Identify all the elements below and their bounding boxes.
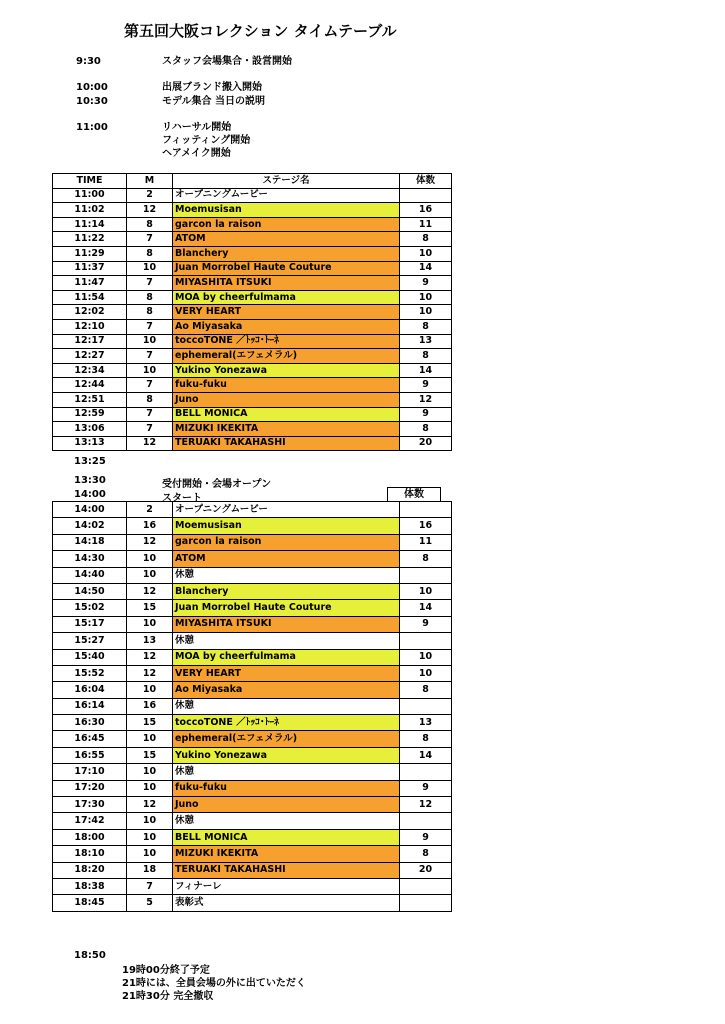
table-row xyxy=(53,305,452,320)
cell-count: 14 xyxy=(400,261,452,276)
cell-time: 16:30 xyxy=(53,715,127,731)
cell-time: 12:10 xyxy=(53,319,127,334)
cell-time: 17:30 xyxy=(53,797,127,813)
cell-count: 9 xyxy=(400,407,452,422)
cell-m: 15 xyxy=(127,747,173,763)
table-row xyxy=(53,583,452,599)
table-row xyxy=(53,846,452,862)
cell-time: 12:02 xyxy=(53,305,127,320)
cell-stage: オープニングムービー xyxy=(173,188,400,203)
cell-count: 14 xyxy=(400,747,452,763)
cell-m: 10 xyxy=(127,829,173,845)
cell-m: 8 xyxy=(127,305,173,320)
cell-count: 12 xyxy=(400,392,452,407)
cell-m: 8 xyxy=(127,290,173,305)
cell-stage: オープニングムービー xyxy=(173,502,400,518)
cell-time: 18:00 xyxy=(53,829,127,845)
table-row xyxy=(53,731,452,747)
cell-stage: 休憩 xyxy=(173,567,400,583)
table-row xyxy=(53,334,452,349)
cell-stage: garcon la raison xyxy=(173,534,400,550)
cell-count xyxy=(400,633,452,649)
cell-count: 16 xyxy=(400,203,452,218)
cell-time: 18:20 xyxy=(53,862,127,878)
header-count: 体数 xyxy=(400,174,452,189)
show-count-header: 体数 xyxy=(387,487,441,502)
cell-count: 10 xyxy=(400,583,452,599)
cell-count: 9 xyxy=(400,276,452,291)
table-row xyxy=(53,895,452,911)
cell-time: 13:06 xyxy=(53,422,127,437)
cell-stage: MIZUKI IKEKITA xyxy=(173,422,400,437)
cell-time: 14:50 xyxy=(53,583,127,599)
page-title: 第五回大阪コレクション タイムテーブル xyxy=(124,22,397,40)
cell-count: 8 xyxy=(400,731,452,747)
cell-time: 15:40 xyxy=(53,649,127,665)
time-1325: 13:25 xyxy=(74,456,106,467)
cell-m: 5 xyxy=(127,895,173,911)
rehearsal-timetable xyxy=(52,173,452,451)
cell-stage: MIZUKI IKEKITA xyxy=(173,846,400,862)
cell-count: 9 xyxy=(400,780,452,796)
table-row xyxy=(53,567,452,583)
cell-time: 15:02 xyxy=(53,600,127,616)
cell-stage: MIYASHITA ITSUKI xyxy=(173,276,400,291)
cell-stage: Blanchery xyxy=(173,246,400,261)
cell-time: 12:27 xyxy=(53,349,127,364)
cell-count: 13 xyxy=(400,334,452,349)
cell-count: 10 xyxy=(400,665,452,681)
cell-m: 7 xyxy=(127,232,173,247)
schedule-text: スタッフ会場集合・設営開始 xyxy=(162,56,292,67)
cell-count: 8 xyxy=(400,422,452,437)
cell-time: 18:10 xyxy=(53,846,127,862)
cell-m: 8 xyxy=(127,246,173,261)
cell-m: 13 xyxy=(127,633,173,649)
table-row xyxy=(53,290,452,305)
table-row xyxy=(53,764,452,780)
cell-count: 11 xyxy=(400,534,452,550)
cell-stage: TERUAKI TAKAHASHI xyxy=(173,862,400,878)
cell-time: 17:20 xyxy=(53,780,127,796)
start-text: スタート xyxy=(162,493,202,504)
cell-stage: ephemeral(エフェメラル) xyxy=(173,349,400,364)
cell-m: 7 xyxy=(127,422,173,437)
cell-stage: TERUAKI TAKAHASHI xyxy=(173,436,400,451)
cell-stage: Ao Miyasaka xyxy=(173,682,400,698)
cell-m: 2 xyxy=(127,502,173,518)
table-row xyxy=(53,829,452,845)
schedule-text: ヘアメイク開始 xyxy=(162,148,231,159)
schedule-time: 9:30 xyxy=(76,56,101,67)
table-row xyxy=(53,534,452,550)
cell-count: 10 xyxy=(400,290,452,305)
cell-stage: Juan Morrobel Haute Couture xyxy=(173,261,400,276)
cell-stage: BELL MONICA xyxy=(173,407,400,422)
cell-time: 11:22 xyxy=(53,232,127,247)
cell-m: 8 xyxy=(127,217,173,232)
cell-count xyxy=(400,895,452,911)
schedule-time: 11:00 xyxy=(76,122,108,133)
cell-time: 12:44 xyxy=(53,378,127,393)
show-timetable xyxy=(52,501,452,912)
table-row xyxy=(53,616,452,632)
cell-m: 10 xyxy=(127,567,173,583)
cell-stage: Moemusisan xyxy=(173,203,400,218)
cell-stage: MIYASHITA ITSUKI xyxy=(173,616,400,632)
cell-m: 10 xyxy=(127,363,173,378)
cell-time: 14:18 xyxy=(53,534,127,550)
cell-count: 20 xyxy=(400,436,452,451)
table-row xyxy=(53,649,452,665)
cell-count: 9 xyxy=(400,616,452,632)
table-row xyxy=(53,232,452,247)
table-row xyxy=(53,600,452,616)
footer-line: 21時30分 完全撤収 xyxy=(122,991,214,1002)
cell-count: 8 xyxy=(400,846,452,862)
cell-stage: 休憩 xyxy=(173,813,400,829)
cell-stage: ATOM xyxy=(173,551,400,567)
table-row xyxy=(53,319,452,334)
cell-stage: Juno xyxy=(173,392,400,407)
cell-m: 15 xyxy=(127,715,173,731)
cell-count: 16 xyxy=(400,518,452,534)
cell-stage: fuku-fuku xyxy=(173,780,400,796)
table-row xyxy=(53,633,452,649)
table-row xyxy=(53,276,452,291)
cell-stage: fuku-fuku xyxy=(173,378,400,393)
time-1330: 13:30 xyxy=(74,475,106,486)
cell-m: 18 xyxy=(127,862,173,878)
cell-m: 12 xyxy=(127,649,173,665)
cell-count: 9 xyxy=(400,378,452,393)
cell-m: 16 xyxy=(127,518,173,534)
table-row xyxy=(53,665,452,681)
cell-m: 10 xyxy=(127,616,173,632)
table-row xyxy=(53,363,452,378)
cell-time: 13:13 xyxy=(53,436,127,451)
cell-m: 10 xyxy=(127,731,173,747)
cell-time: 12:51 xyxy=(53,392,127,407)
cell-stage: BELL MONICA xyxy=(173,829,400,845)
cell-count xyxy=(400,878,452,894)
cell-time: 16:55 xyxy=(53,747,127,763)
doors-open-text: 受付開始・会場オープン xyxy=(162,479,272,490)
cell-m: 10 xyxy=(127,813,173,829)
table-header-row xyxy=(53,174,452,189)
cell-count: 10 xyxy=(400,305,452,320)
cell-stage: 休憩 xyxy=(173,764,400,780)
cell-m: 10 xyxy=(127,334,173,349)
table-row xyxy=(53,502,452,518)
schedule-text: リハーサル開始 xyxy=(162,122,232,133)
cell-m: 12 xyxy=(127,665,173,681)
cell-time: 15:17 xyxy=(53,616,127,632)
time-1400: 14:00 xyxy=(74,489,106,500)
table-row xyxy=(53,407,452,422)
cell-count: 10 xyxy=(400,649,452,665)
cell-m: 7 xyxy=(127,319,173,334)
cell-time: 16:45 xyxy=(53,731,127,747)
header-m: M xyxy=(127,174,173,189)
cell-time: 14:30 xyxy=(53,551,127,567)
cell-m: 10 xyxy=(127,261,173,276)
cell-stage: 休憩 xyxy=(173,698,400,714)
table-row xyxy=(53,715,452,731)
schedule-text: モデル集合 当日の説明 xyxy=(162,96,265,107)
cell-time: 15:27 xyxy=(53,633,127,649)
cell-stage: Juno xyxy=(173,797,400,813)
cell-count: 14 xyxy=(400,600,452,616)
cell-stage: Juan Morrobel Haute Couture xyxy=(173,600,400,616)
cell-m: 12 xyxy=(127,797,173,813)
footer-notes xyxy=(122,964,306,1003)
cell-m: 12 xyxy=(127,203,173,218)
table-row xyxy=(53,780,452,796)
cell-stage: Ao Miyasaka xyxy=(173,319,400,334)
table-row xyxy=(53,436,452,451)
schedule-time: 10:30 xyxy=(76,96,108,107)
cell-count: 8 xyxy=(400,349,452,364)
cell-stage: toccoTONE ／ﾄｯｺ･ﾄｰﾈ xyxy=(173,334,400,349)
table-row xyxy=(53,747,452,763)
cell-count: 8 xyxy=(400,319,452,334)
cell-time: 16:14 xyxy=(53,698,127,714)
cell-stage: 休憩 xyxy=(173,633,400,649)
cell-stage: toccoTONE ／ﾄｯｺ･ﾄｰﾈ xyxy=(173,715,400,731)
cell-m: 10 xyxy=(127,682,173,698)
cell-stage: ephemeral(エフェメラル) xyxy=(173,731,400,747)
cell-stage: Yukino Yonezawa xyxy=(173,363,400,378)
cell-count xyxy=(400,502,452,518)
end-time: 18:50 xyxy=(74,950,106,961)
cell-time: 12:34 xyxy=(53,363,127,378)
cell-m: 7 xyxy=(127,878,173,894)
header-time: TIME xyxy=(53,174,127,189)
table-row xyxy=(53,698,452,714)
cell-time: 17:42 xyxy=(53,813,127,829)
table-row xyxy=(53,878,452,894)
table-row xyxy=(53,188,452,203)
cell-stage: Moemusisan xyxy=(173,518,400,534)
cell-m: 12 xyxy=(127,583,173,599)
cell-count xyxy=(400,188,452,203)
cell-time: 18:38 xyxy=(53,878,127,894)
cell-stage: VERY HEART xyxy=(173,665,400,681)
table-row xyxy=(53,862,452,878)
cell-count xyxy=(400,764,452,780)
cell-time: 12:59 xyxy=(53,407,127,422)
cell-m: 2 xyxy=(127,188,173,203)
table-row xyxy=(53,422,452,437)
cell-time: 11:14 xyxy=(53,217,127,232)
cell-m: 7 xyxy=(127,276,173,291)
cell-m: 7 xyxy=(127,378,173,393)
cell-count: 11 xyxy=(400,217,452,232)
cell-time: 11:02 xyxy=(53,203,127,218)
schedule-text: フィッティング開始 xyxy=(162,135,251,146)
cell-m: 8 xyxy=(127,392,173,407)
footer-line: 21時には、全員会場の外に出ていただく xyxy=(122,978,306,989)
table-row xyxy=(53,518,452,534)
table-row xyxy=(53,797,452,813)
cell-stage: garcon la raison xyxy=(173,217,400,232)
cell-count: 8 xyxy=(400,682,452,698)
cell-stage: Yukino Yonezawa xyxy=(173,747,400,763)
cell-m: 10 xyxy=(127,764,173,780)
cell-count: 10 xyxy=(400,246,452,261)
cell-count xyxy=(400,813,452,829)
cell-m: 16 xyxy=(127,698,173,714)
cell-time: 17:10 xyxy=(53,764,127,780)
cell-time: 11:54 xyxy=(53,290,127,305)
cell-time: 11:47 xyxy=(53,276,127,291)
schedule-time: 10:00 xyxy=(76,82,108,93)
cell-time: 14:02 xyxy=(53,518,127,534)
table-row xyxy=(53,551,452,567)
cell-time: 16:04 xyxy=(53,682,127,698)
cell-stage: VERY HEART xyxy=(173,305,400,320)
cell-time: 15:52 xyxy=(53,665,127,681)
cell-stage: MOA by cheerfulmama xyxy=(173,649,400,665)
cell-count: 12 xyxy=(400,797,452,813)
cell-count: 14 xyxy=(400,363,452,378)
table-row xyxy=(53,203,452,218)
table-row xyxy=(53,392,452,407)
table-row xyxy=(53,378,452,393)
cell-m: 10 xyxy=(127,846,173,862)
cell-time: 11:37 xyxy=(53,261,127,276)
table-row xyxy=(53,349,452,364)
table-row xyxy=(53,813,452,829)
cell-time: 11:00 xyxy=(53,188,127,203)
header-stage: ステージ名 xyxy=(173,174,400,189)
cell-time: 14:00 xyxy=(53,502,127,518)
cell-time: 11:29 xyxy=(53,246,127,261)
cell-stage: MOA by cheerfulmama xyxy=(173,290,400,305)
cell-count: 20 xyxy=(400,862,452,878)
cell-m: 12 xyxy=(127,436,173,451)
cell-m: 7 xyxy=(127,349,173,364)
cell-time: 18:45 xyxy=(53,895,127,911)
cell-count xyxy=(400,567,452,583)
cell-count: 13 xyxy=(400,715,452,731)
cell-stage: ATOM xyxy=(173,232,400,247)
cell-m: 12 xyxy=(127,534,173,550)
cell-stage: 表彰式 xyxy=(173,895,400,911)
cell-count: 8 xyxy=(400,232,452,247)
cell-m: 15 xyxy=(127,600,173,616)
schedule-text: 出展ブランド搬入開始 xyxy=(162,82,262,93)
cell-count: 9 xyxy=(400,829,452,845)
cell-count xyxy=(400,698,452,714)
table-row xyxy=(53,261,452,276)
cell-stage: Blanchery xyxy=(173,583,400,599)
cell-stage: フィナーレ xyxy=(173,878,400,894)
cell-time: 12:17 xyxy=(53,334,127,349)
cell-m: 10 xyxy=(127,551,173,567)
cell-count: 8 xyxy=(400,551,452,567)
table-row xyxy=(53,246,452,261)
table-row xyxy=(53,217,452,232)
cell-m: 10 xyxy=(127,780,173,796)
table-row xyxy=(53,682,452,698)
footer-line: 19時00分終了予定 xyxy=(122,965,210,976)
cell-time: 14:40 xyxy=(53,567,127,583)
cell-m: 7 xyxy=(127,407,173,422)
